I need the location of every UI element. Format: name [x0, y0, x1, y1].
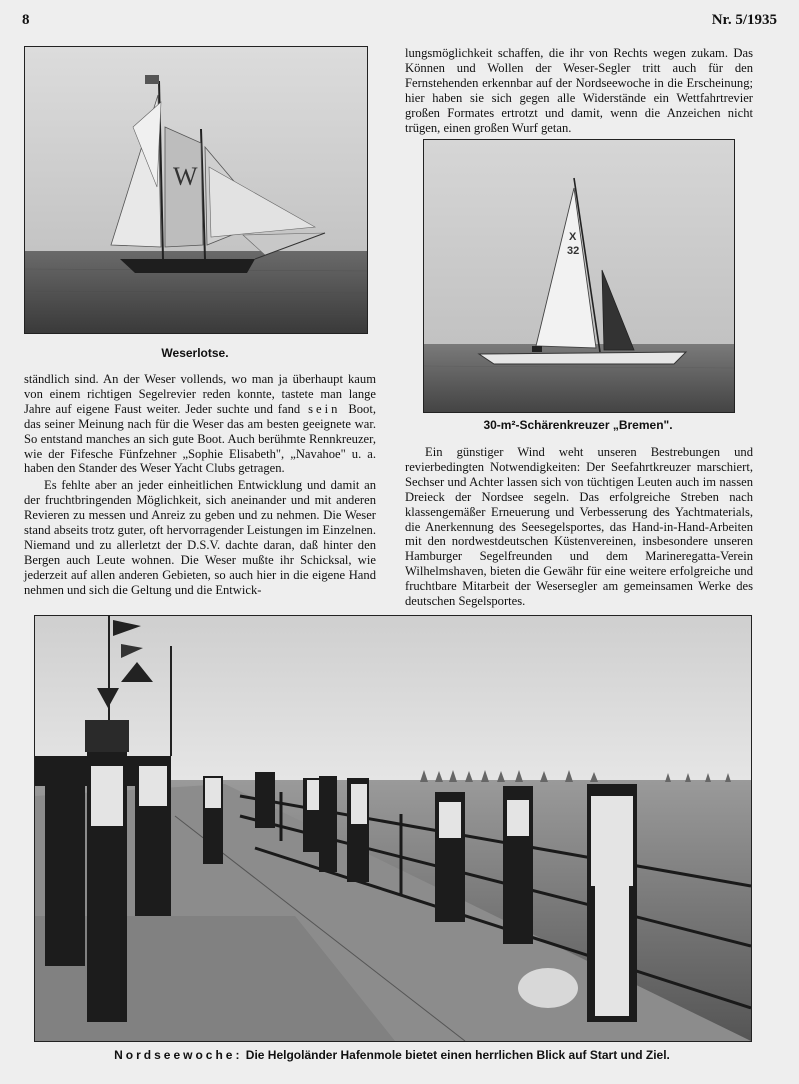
- sail-letter-x: X: [569, 231, 577, 243]
- caption-nordseewoche: [34, 1048, 750, 1062]
- left-paragraph-1-start: ständlich sind. An der Weser vollends, wo man ja überhaupt kaum von einem richtigen Segelrevier reden konnte, tastete man lange Jahre auf eigene Faust weiter. Jeder suchte und fand: [24, 372, 376, 416]
- caption-rest: Die Helgoländer Hafenmole bietet einen herrlichen Blick auf Start und Ziel.: [242, 1048, 670, 1062]
- left-paragraph-1-end: Boot, das seiner Meinung nach für die Weser das am besten geeignete war. So entstand manches an sich gute Boot. Auch berühmte Rennkreuzer, wie der Fifesche Fünfzehner „Sophie Elisabeth", „Navahoe" u. a. haben den Stander des Weser Yacht Clubs getragen.: [24, 401, 376, 476]
- left-paragraph-2: Es fehlte aber an jeder einheitlichen Entwicklung und damit an der fruchtbringenden Möglichkeit, sich aneinander und mit anderen Revieren zu messen und Anreiz zu geben und zu nehmen. Die Weser stand abseits trotz guter, oft hervorragender Leistungen im Einzelnen. Niemand und zu allerletzt der D.S.V. dachte daran, daß hinter den Bergen auch Leute wohnen. Die Weser mußte ihr Schicksal, wie jederzeit auf allen anderen Gebieten, so auch hier in die eigene Hand nehmen und sich die Geltung und die Entwick-: [24, 478, 376, 597]
- page-number: 8: [22, 12, 30, 28]
- sail-number: 32: [567, 245, 580, 257]
- left-column-text: [24, 372, 376, 598]
- schooner-photo: [24, 46, 368, 334]
- caption-schaerenkreuzer: 30-m²-Schärenkreuzer „Bremen".: [483, 418, 673, 432]
- right-column-bottom: [405, 445, 753, 609]
- caption-lead: Nordseewoche:: [114, 1048, 243, 1062]
- schooner-sail-letter: W: [173, 162, 198, 191]
- right-column-top: [405, 46, 753, 135]
- left-paragraph-1: [24, 372, 376, 476]
- schaerenkreuzer-photo: [423, 139, 735, 413]
- spaced-word: sein: [300, 401, 349, 416]
- issue-number: Nr. 5/1935: [711, 12, 777, 28]
- hafenmole-photo: [34, 615, 752, 1042]
- right-paragraph-2: Ein günstiger Wind weht unseren Bestrebungen und revierbedingten Notwendigkeiten: Der Seefahrtkreuzer marschiert, Sechser und Achter lassen sich von tüchtigen Leuten auch im nassen Dreieck der Nordsee segeln. Das erfolgreiche Streben nach klassengemäßer Erneuerung und Verbesserung des Yachtmaterials, die Anerkennung des Seesegelsportes, das Hand-in-Hand-Arbeiten mit den nordwestdeutschen Küstenvereinen, insbesondere unseren Hamburger Segelfreunden und dem Marineregatta-Verein Wilhelmshaven, bieten die Gewähr für eine weitere erfolgreiche und fruchtbare Mitarbeit der Wesersegler am gemeinsamen Werke des deutschen Segelsportes.: [405, 445, 753, 609]
- caption-weserlotse: Weserlotse.: [161, 346, 229, 360]
- right-paragraph-1: lungsmöglichkeit schaffen, die ihr von Rechts wegen zukam. Das Können und Wollen der Weser-Segler tritt auch für den Fernstehenden erkennbar auf der Nordseewoche in die Erscheinung; hier haben sie sich gegen alle Widerstände ein Wettfahrtrevier großen Formates ertrotzt und damit, wenn die Anzeichen nicht trügen, einen großen Wurf getan.: [405, 46, 753, 135]
